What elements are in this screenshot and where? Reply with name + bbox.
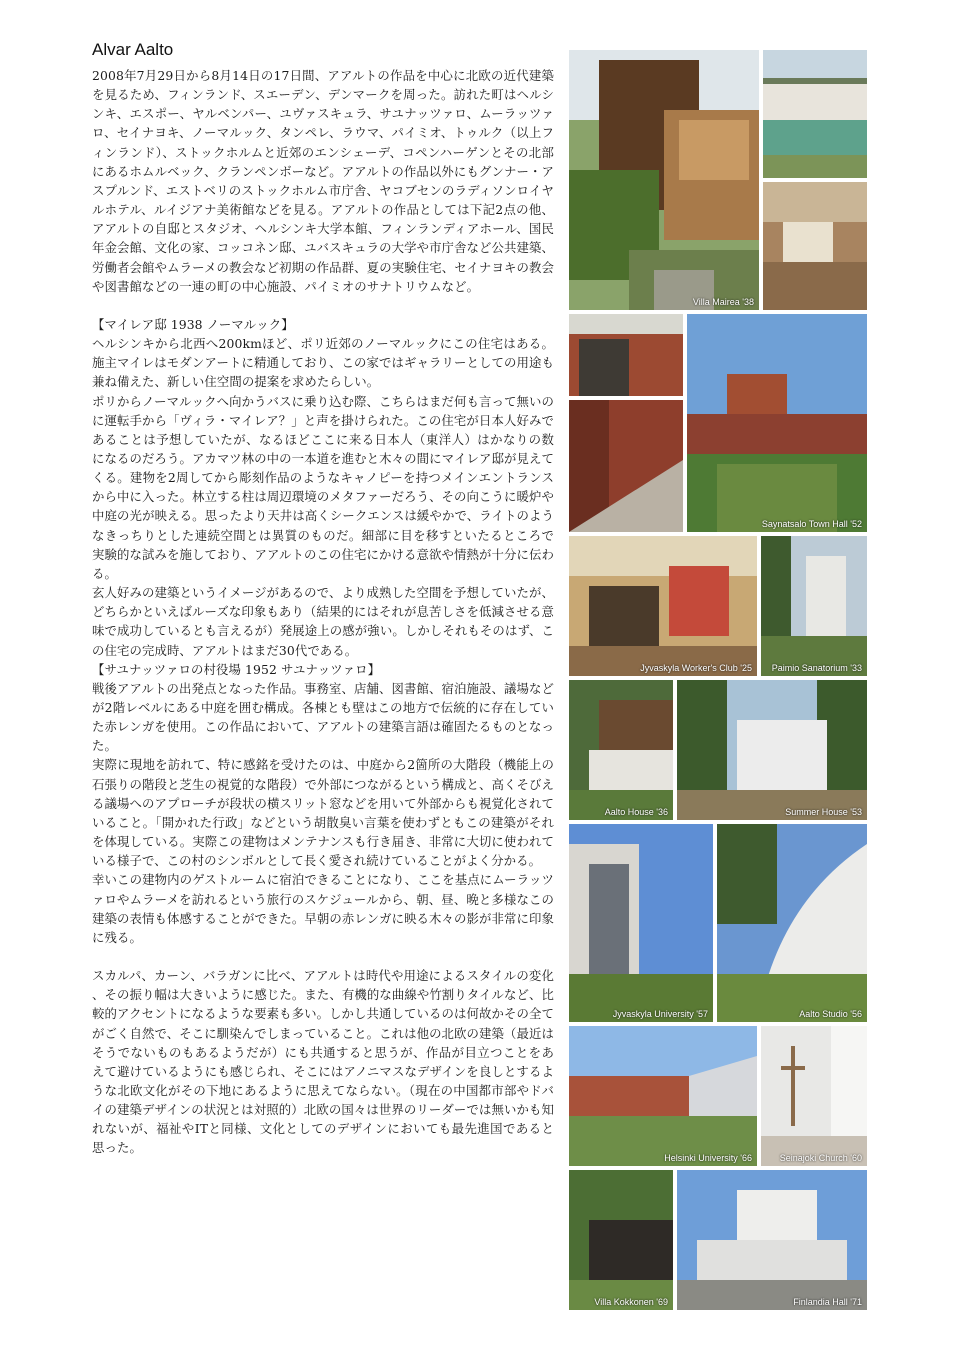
- section-heading-saynatsalo: 【サユナッツァロの村役場 1952 サユナッツァロ】: [92, 661, 381, 677]
- page-title: Alvar Aalto: [92, 40, 174, 59]
- paragraph: 玄人好みの建築というイメージがあるので、より成熟した空間を予想していたが、どちらかといえばルーズな印象もあり（結果的にはそれが息苦しさを低減させる意味で成功しているとも言えるが）発展途上の感が強い。しかしそれもそのはず、この住宅の完成時、アアルトはまだ30代である。: [92, 585, 554, 658]
- paragraph: ポリからノーマルックへ向かうバスに乗り込む際、こちらはまだ何も言って無いのに運転手から「ヴィラ・マイレア？」と声を掛けられた。この住宅が日本人好みであることは予想していたが、なるほどここに来る日本人（東洋人）はかなりの数になるのだろう。アカマツ林の中の一本道を進むと木々の間にマイレア邸が見えてくる。建物を2周してから彫刻作品のようなキャノピーを持つメインエントランスから中に入った。林立する柱は周辺環境のメタファーだろう、その向こうに暖炉や中庭の光が映える。思ったより天井は高くシークエンスは緩やかで、ライトのようなきっちりとした連続空間とは異質のものだ。細部に目を移すといたるところで実験的な試みを施しており、アアルトのこの住宅にかける意欲や情熱が十分に伝わる。: [92, 393, 554, 581]
- photo-caption: Helsinki University '66: [664, 1153, 752, 1163]
- photo-villa-mairea-exterior: [569, 50, 759, 310]
- photo-jyvaskyla-workers-club: [569, 536, 757, 676]
- photo-caption: Paimio Sanatorium '33: [771, 663, 862, 673]
- conclusion-paragraph: スカルパ、カーン、バラガンに比べ、アアルトは時代や用途によるスタイルの変化、その振り幅は大きいように感じた。また、有機的な曲線や竹割りタイルなど、比較的アクセントになるような要素も多い。しかし共通しているのは何故かその全てがごく自然で、そこに馴染んでしまっていること。これは他の北欧の建築（最近はそうでないものもあるようだが）にも共通すると思うが、作品が目立つことをあえて避けているようにも感じられ、そこにはアノニマスなデザインを良しとするような北欧文化がその下地にあるように思えてならない。（現在の中国都市部やドバイの建築デザインの状況とは対照的）北欧の国々は世界のリーダーでは無いかも知れないが、福祉やITと同様、文化としてのデザインにおいても最先進国であると思った。: [92, 968, 554, 1156]
- photo-finlandia-hall: [677, 1170, 867, 1310]
- photo-caption: Aalto House '36: [604, 807, 668, 817]
- paragraph: 幸いこの建物内のゲストルームに宿泊できることになり、ここを基点にムーラッツァロやムラーメを訪れるという旅行のスケジュールから、朝、昼、晩と多様なこの建築の表情も体感することができた。早朝の赤レンガに映る木々の影が非常に印象に残る。: [92, 872, 554, 945]
- photo-caption: Jyvaskyla Worker's Club '25: [640, 663, 752, 673]
- photo-summer-house: [677, 680, 867, 820]
- photo-saynatsalo-town-hall: [687, 314, 867, 532]
- photo-caption: Aalto Studio '56: [799, 1009, 862, 1019]
- photo-caption: Summer House '53: [785, 807, 862, 817]
- photo-caption: Finlandia Hall '71: [793, 1297, 862, 1307]
- photo-aalto-house: [569, 680, 673, 820]
- photo-caption: Villa Mairea '38: [692, 297, 754, 307]
- photo-villa-kokkonen: [569, 1170, 673, 1310]
- photo-helsinki-university: [569, 1026, 757, 1166]
- photo-paimio-sanatorium: [761, 536, 867, 676]
- paragraph: 戦後アアルトの出発点となった作品。事務室、店舗、図書館、宿泊施設、議場などが2階レベルにある中庭を囲む構成。各棟とも壁はこの地方で伝統的に存在していた赤レンガを使用。この作品において、アアルトの建築言語は確固たるものとなった。: [92, 680, 554, 754]
- photo-aalto-studio: [717, 824, 867, 1022]
- photo-saynatsalo-entrance: [569, 314, 683, 396]
- photo-villa-mairea-interior: [763, 182, 867, 310]
- photo-villa-mairea-pool: [763, 50, 867, 178]
- photo-caption: Seinajoki Church '60: [779, 1153, 862, 1163]
- photo-saynatsalo-stair: [569, 400, 683, 532]
- photo-jyvaskyla-university: [569, 824, 713, 1022]
- photo-caption: Jyvaskyla University '57: [612, 1009, 708, 1019]
- article-body: [92, 66, 554, 1158]
- section-heading-mairea: 【マイレア邸 1938 ノーマルック】: [92, 316, 294, 332]
- intro-paragraph: 2008年7月29日から8月14日の17日間、アアルトの作品を中心に北欧の近代建築を見るため、フィンランド、スエーデン、デンマークを周った。訪れた町はヘルシンキ、エスポー、ヤルベンパー、ユヴァスキュラ、サユナッツァロ、ムーラッツァロ、セイナヨキ、ノーマルック、タンペレ、ラウマ、パイミオ、トゥルク（以上フィンランド）、ストックホルムと近郊のエンシェーデ、コペンハーゲンとその北部にあるホムルベック、クランペンボーなど。アアルトの作品以外にもグンナー・アスプルンド、エストベリのストックホルム市庁舎、ヤコブセンのラディソンロイヤルホテル、ルイジアナ美術館などを見る。アアルトの作品としては下記2点の他、アアルトの自邸とスタジオ、ヘルシンキ大学本館、フィンランディアホール、国民年金会館、文化の家、コッコネン邸、ユバスキュラの大学や市庁舎など公共建築、労働者会館やムラーメの教会など初期の作品群、夏の実験住宅、セイナヨキの教会や図書館などの一連の町の中心施設、パイミオのサナトリウムなど。: [92, 68, 554, 294]
- photo-caption: Saynatsalo Town Hall '52: [761, 519, 862, 529]
- paragraph: ヘルシンキから北西へ200kmほど、ポリ近郊のノーマルックにこの住宅はある。施主マイレはモダンアートに精通しており、この家ではギャラリーとしての用途も兼ね備えた、新しい住空間の提案を求めたらしい。: [92, 336, 554, 390]
- photo-seinajoki-church: [761, 1026, 867, 1166]
- photo-caption: Villa Kokkonen '69: [594, 1297, 668, 1307]
- paragraph: 実際に現地を訪れて、特に感銘を受けたのは、中庭から2箇所の大階段（機能上の石張りの階段と芝生の視覚的な階段）で外部につながるという構成と、高くそびえる議場へのアプローチが段状の横スリット窓などを用いて外部からも視覚化されていること。「開かれた行政」などという胡散臭い言葉を使わずともこの建築がそれを体現している。実際この建物はメンテナンスも行き届き、非常に大切に使われている様子で、この村のシンボルとして長く愛され続けていることがよく分かる。: [92, 757, 554, 869]
